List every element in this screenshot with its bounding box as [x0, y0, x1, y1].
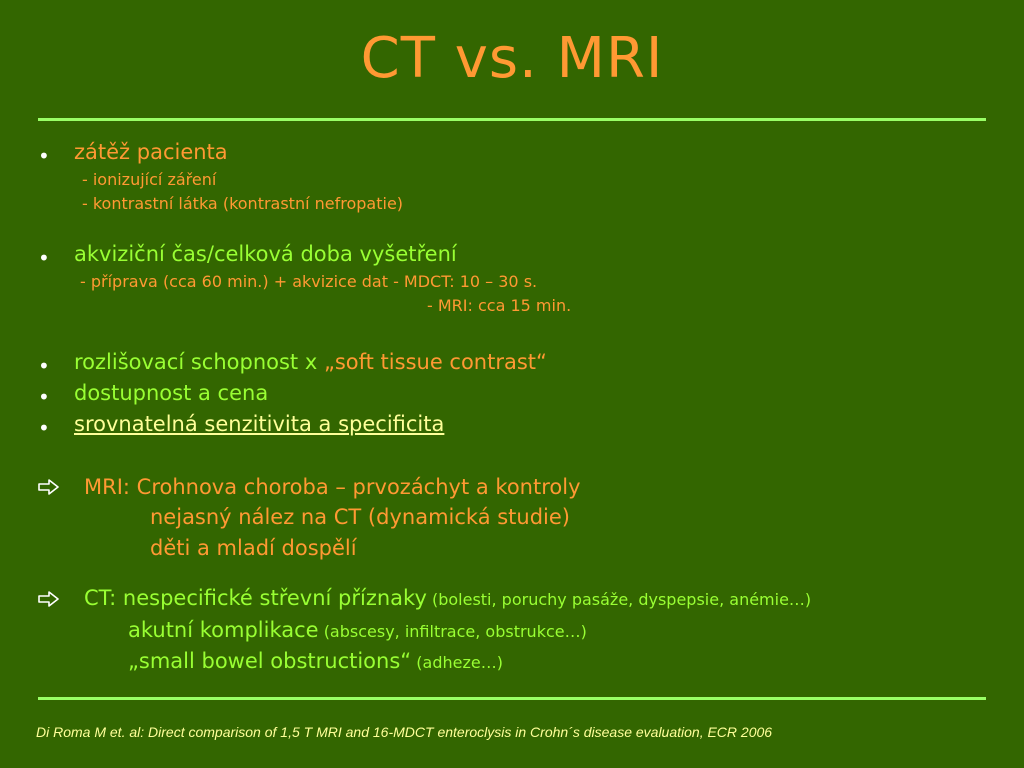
- ct-symptoms-main: CT: nespecifické střevní příznaky: [84, 586, 427, 610]
- citation: Di Roma M et. al: Direct comparison of 1,5 T MRI and 16-MDCT enteroclysis in Crohn´s disease evaluation, ECR 2006: [36, 724, 773, 740]
- soft-tissue-contrast: „soft tissue contrast“: [323, 350, 547, 374]
- bullet-dot-icon: •: [38, 416, 50, 440]
- arrow-right-icon: [38, 479, 60, 495]
- top-divider: [38, 118, 986, 121]
- slide-title: CT vs. MRI: [360, 26, 664, 91]
- resolution-text: rozlišovací schopnost x: [74, 350, 324, 374]
- bullet-availability-cost: dostupnost a cena: [74, 381, 269, 405]
- ct-obstructions-main: „small bowel obstructions“: [128, 649, 412, 673]
- bullet-acquisition-time: akviziční čas/celková doba vyšetření: [74, 242, 457, 266]
- bottom-divider: [38, 697, 986, 700]
- ct-obstructions-detail: (adheze…): [416, 653, 503, 672]
- sub-ionizing-radiation: - ionizující záření: [82, 170, 217, 189]
- ct-symptoms-detail: (bolesti, poruchy pasáže, dyspepsie, anémie…): [431, 590, 812, 609]
- sub-mri-duration: - MRI: cca 15 min.: [427, 296, 572, 315]
- ct-complications-detail: (abscesy, infiltrace, obstrukce…): [323, 622, 587, 641]
- bullet-dot-icon: •: [38, 385, 50, 409]
- mri-line-children: děti a mladí dospělí: [150, 536, 357, 560]
- arrow-right-icon: [38, 591, 60, 607]
- bullet-dot-icon: •: [38, 144, 50, 168]
- ct-line-symptoms: [84, 586, 811, 610]
- bullet-dot-icon: •: [38, 354, 50, 378]
- sub-contrast-agent: - kontrastní látka (kontrastní nefropatie): [82, 194, 404, 213]
- mri-line-crohn: MRI: Crohnova choroba – prvozáchyt a kontroly: [84, 475, 581, 499]
- mri-line-unclear-ct: nejasný nález na CT (dynamická studie): [150, 505, 570, 529]
- sub-preparation-mdct: - příprava (cca 60 min.) + akvizice dat - MDCT: 10 – 30 s.: [80, 272, 538, 291]
- ct-complications-main: akutní komplikace: [128, 618, 319, 642]
- bullet-dot-icon: •: [38, 246, 50, 270]
- ct-line-complications: [128, 618, 587, 642]
- ct-line-obstructions: [128, 649, 503, 673]
- bullet-resolution: [74, 350, 547, 374]
- bullet-patient-burden: zátěž pacienta: [74, 140, 228, 164]
- bullet-sensitivity-specificity: srovnatelná senzitivita a specificita: [74, 412, 445, 436]
